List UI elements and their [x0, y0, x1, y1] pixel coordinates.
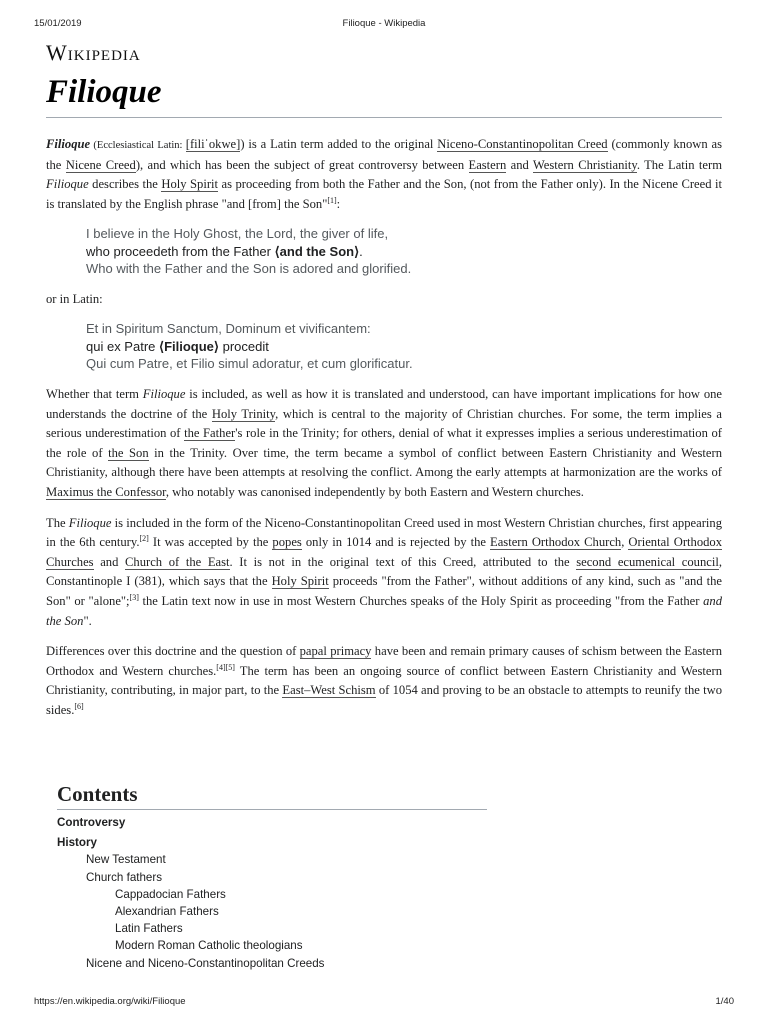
paragraph-schism	[46, 642, 722, 720]
text: is included in the form of the Niceno-Constantinopolitan Creed used in most Western Christian churches, first appearing in the 6th century.	[46, 515, 722, 550]
creed-latin	[86, 320, 722, 373]
text: , who notably was canonised independently by both Eastern and Western churches.	[165, 484, 584, 499]
text: ), and which has been the subject of great controversy between	[135, 157, 469, 172]
text: . The Latin term	[636, 157, 723, 172]
text: qui ex Patre	[86, 338, 159, 354]
toc-item-history[interactable]: History	[57, 836, 97, 850]
link-holy-spirit[interactable]: Holy Spirit	[271, 574, 329, 589]
text: :	[336, 196, 341, 211]
text: Whether that term	[46, 386, 143, 401]
link-second-ecumenical-council[interactable]: second ecumenical council	[576, 554, 719, 569]
link-east-west-schism[interactable]: East–West Schism	[282, 683, 376, 698]
toc-title: Contents	[57, 782, 487, 810]
italic-term: Filioque	[46, 177, 89, 192]
text: ,	[621, 535, 629, 550]
link-church-of-the-east[interactable]: Church of the East	[125, 554, 230, 569]
toc-item-cappadocian-fathers[interactable]: Cappadocian Fathers	[115, 887, 226, 901]
text: (Ecclesiastical Latin:	[90, 140, 186, 151]
poem-line: Et in Spiritum Sanctum, Dominum et vivificantem:	[86, 321, 371, 337]
paragraph-history	[46, 514, 722, 632]
table-of-contents	[57, 782, 487, 972]
poem-line	[86, 243, 722, 261]
toc-item-latin-fathers[interactable]: Latin Fathers	[115, 922, 183, 936]
poem-line: Who with the Father and the Son is adored and glorified.	[86, 261, 412, 277]
link-maximus-the-confessor[interactable]: Maximus the Confessor	[46, 484, 166, 499]
toc-item-controversy[interactable]: Controversy	[57, 816, 126, 829]
article-body	[46, 135, 722, 731]
text: 's role in the Trinity; for others, denial of what it expresses implies a serious underestimation of the role of	[46, 426, 722, 460]
title-divider	[46, 117, 722, 118]
text: . It is not in the original text of this Creed, attributed to the	[229, 554, 577, 569]
italic-term: Filioque	[68, 515, 112, 530]
paragraph-implications	[46, 385, 722, 503]
link-papal-primacy[interactable]: papal primacy	[299, 644, 372, 659]
text: The term has been an ongoing source of conflict between Eastern Christianity and Western Christianity, contributing, in major part, to the	[46, 663, 722, 698]
poem-line: Qui cum Patre, et Filio simul adoratur, et cum glorificatur.	[86, 356, 413, 372]
print-url: https://en.wikipedia.org/wiki/Filioque	[34, 996, 186, 1007]
intro-paragraph	[46, 135, 722, 214]
link-nicene-creed[interactable]: Nicene Creed	[65, 157, 136, 172]
reference-1[interactable]: [1]	[327, 195, 337, 205]
reference-4-5[interactable]: [4][5]	[216, 662, 235, 672]
italic-term: and the Son	[46, 593, 722, 628]
link-oriental-orthodox-churches[interactable]: Oriental Orthodox Churches	[46, 535, 723, 569]
text: proceeds "from the Father", without additions of any kind, such as "and the Son" or "alone";	[46, 574, 723, 608]
toc-item-nicene-creeds[interactable]: Nicene and Niceno-Constantinopolitan Creeds	[86, 956, 325, 970]
text: .	[359, 243, 363, 259]
or-latin-paragraph: or in Latin:	[46, 291, 103, 306]
toc-item-alexandrian-fathers[interactable]: Alexandrian Fathers	[115, 905, 219, 919]
reference-3[interactable]: [3]	[129, 592, 139, 602]
text: of 1054 and proving to be an obstacle to attempts to reunify the two sides.	[46, 683, 722, 717]
poem-line	[86, 338, 722, 356]
text: only in 1014 and is rejected by the	[301, 535, 491, 550]
text: is included, as well as how it is translated and understood, can have important implications for how one understands the doctrine of the	[46, 386, 723, 421]
toc-item-modern-roman-catholic-theologians[interactable]: Modern Roman Catholic theologians	[115, 939, 303, 953]
creed-english	[86, 225, 722, 278]
toc-item-church-fathers[interactable]: Church fathers	[86, 870, 163, 884]
text: (commonly known as the	[46, 137, 722, 172]
ipa-link[interactable]: [filiˈokwe]	[185, 137, 241, 151]
text: describes the	[88, 177, 162, 192]
text: have been and remain primary causes of schism between the Eastern Orthodox and Western churches.	[46, 644, 722, 678]
text: , which is central to the majority of Christian churches. For some, the term implies a serious underestimation of	[46, 406, 722, 441]
link-eastern[interactable]: Eastern	[468, 157, 507, 172]
poem-line: I believe in the Holy Ghost, the Lord, the giver of life,	[86, 226, 389, 242]
link-popes[interactable]: popes	[272, 535, 302, 550]
emphasis: ⟨and the Son⟩	[274, 243, 360, 259]
text: Differences over this doctrine and the question of	[46, 644, 300, 659]
reference-6[interactable]: [6]	[74, 701, 84, 711]
print-page-number: 1/40	[715, 996, 734, 1007]
text: ) is a Latin term added to the original	[240, 137, 438, 151]
text: ".	[83, 613, 92, 628]
text: who proceedeth from the Father	[86, 243, 275, 259]
link-niceno-constantinopolitan-creed[interactable]: Niceno-Constantinopolitan Creed	[437, 137, 608, 151]
text: the Latin text now in use in most Western Churches speaks of the Holy Spirit as proceeding "from the Father	[138, 593, 704, 608]
link-holy-trinity[interactable]: Holy Trinity	[211, 406, 276, 421]
link-eastern-orthodox-church[interactable]: Eastern Orthodox Church	[490, 535, 622, 550]
print-page-title: Filioque - Wikipedia	[342, 18, 426, 29]
text: , Constantinople I (381), which says that the	[46, 554, 723, 589]
text: The	[46, 515, 69, 530]
text: and	[93, 554, 126, 569]
italic-term: Filioque	[142, 386, 186, 401]
toc-item-new-testament[interactable]: New Testament	[86, 853, 166, 867]
text: procedit	[218, 338, 269, 354]
text: as proceeding from both the Father and the Son, (not from the Father only). In the Nicene Creed it is translated by the English phrase "and [from] the Son"	[46, 177, 722, 211]
link-the-son[interactable]: the Son	[108, 445, 149, 460]
article-title: Filioque	[46, 74, 162, 110]
reference-2[interactable]: [2]	[139, 533, 149, 543]
wikipedia-wordmark[interactable]: Wikipedia	[46, 40, 141, 65]
print-date: 15/01/2019	[34, 18, 82, 29]
link-the-father[interactable]: the Father	[184, 426, 236, 441]
text: and	[506, 157, 533, 172]
emphasis: ⟨Filioque⟩	[159, 338, 219, 354]
bold-term: Filioque	[46, 137, 91, 151]
text: in the Trinity. Over time, the term became a symbol of conflict between Eastern Christianity and Western Christianity, although there have been attempts at resolving the conflict. Among the early attempts at harmonization are the works of	[46, 445, 723, 480]
link-western-christianity[interactable]: Western Christianity	[532, 157, 637, 172]
link-holy-spirit[interactable]: Holy Spirit	[161, 177, 219, 192]
text: It was accepted by the	[148, 535, 273, 550]
